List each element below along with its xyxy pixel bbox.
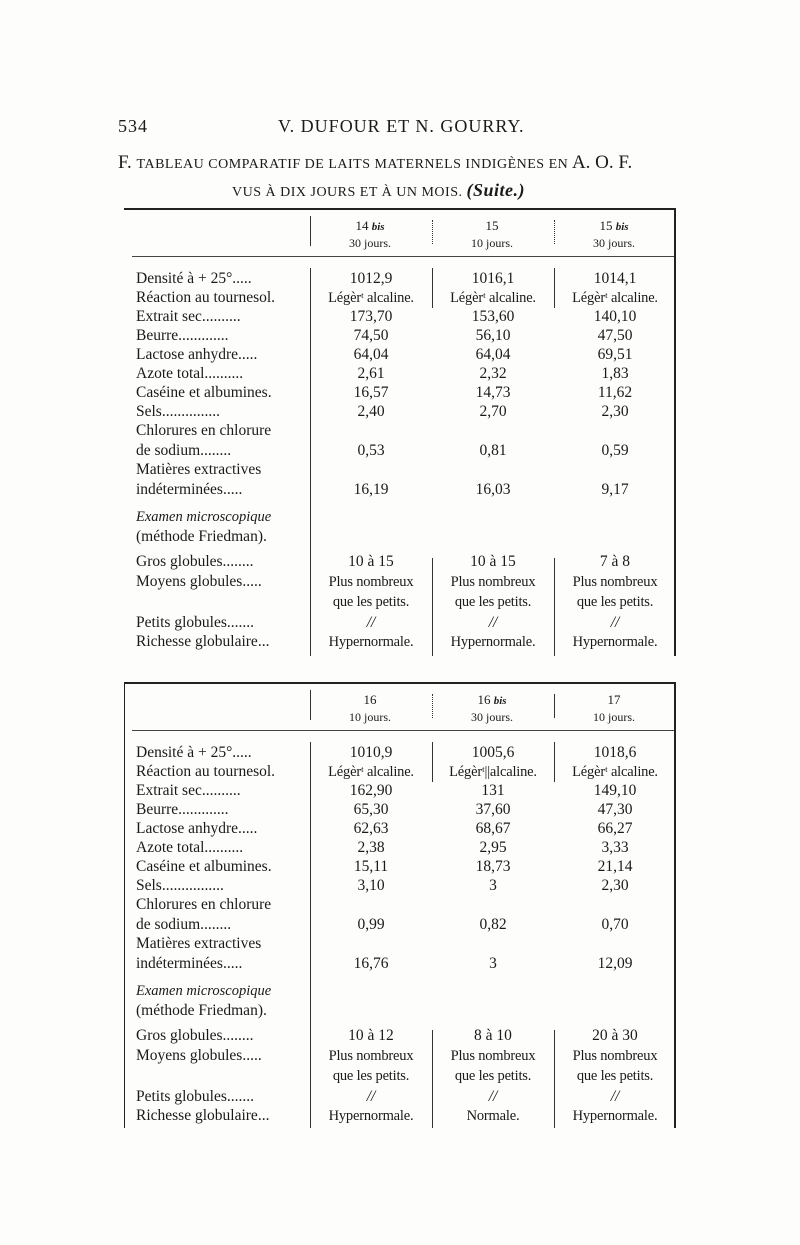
cell-value: Légèrᵗ alcaline. <box>328 764 414 780</box>
table-row <box>124 981 676 1001</box>
table-row <box>124 441 676 461</box>
title-line2: VUS À DIX JOURS ET À UN MOIS. <box>232 185 463 200</box>
row-label: (méthode Friedman). <box>136 1002 267 1019</box>
cell-value: 1018,6 <box>593 744 637 761</box>
table-row <box>124 895 676 915</box>
table-row <box>124 460 676 480</box>
row-label: Extrait sec.......... <box>136 782 241 799</box>
row-label: Richesse globulaire... <box>136 633 270 650</box>
column-header <box>432 692 552 725</box>
page-number: 534 <box>118 116 148 136</box>
cell-value: 0,81 <box>479 442 507 459</box>
cell-value: Plus nombreux <box>572 1048 658 1064</box>
title-line1: TABLEAU COMPARATIF DE LAITS MATERNELS INDIGÈNES EN <box>136 157 569 172</box>
cell-value: que les petits. <box>576 594 654 610</box>
table-row <box>124 345 676 365</box>
table-row <box>124 527 676 547</box>
title-place: A. O. F. <box>571 152 633 173</box>
cell-value: // <box>366 1088 376 1105</box>
cell-value: // <box>366 614 376 631</box>
row-label: Beurre............. <box>136 801 229 818</box>
table-row <box>124 507 676 527</box>
cell-value: 2,38 <box>357 839 385 856</box>
page-header <box>118 116 678 142</box>
cell-value: 68,67 <box>475 820 511 837</box>
table-row <box>124 288 676 308</box>
row-label: Examen microscopique <box>136 983 272 999</box>
cell-value: 10 à 15 <box>470 553 516 570</box>
row-label: Lactose anhydre..... <box>136 346 258 363</box>
cell-value: 69,51 <box>597 346 633 363</box>
column-age: 10 jours. <box>471 236 513 250</box>
row-label: Moyens globules..... <box>136 573 262 590</box>
cell-value: Plus nombreux <box>328 574 414 590</box>
column-header <box>310 692 430 725</box>
cell-value: 2,32 <box>479 365 507 382</box>
cell-value: // <box>488 1088 498 1105</box>
column-age: 30 jours. <box>593 236 635 250</box>
milk-table-2 <box>124 682 676 1128</box>
cell-value: 8 à 10 <box>474 1027 512 1044</box>
column-age: 30 jours. <box>349 236 391 250</box>
cell-value: 0,53 <box>357 442 385 459</box>
row-label: de sodium........ <box>136 916 232 933</box>
cell-value: 131 <box>481 782 505 799</box>
cell-value: Légèrᵗ||alcaline. <box>449 764 537 780</box>
cell-value: Hypernormale. <box>572 1108 658 1124</box>
row-label: Densité à + 25°..... <box>136 744 252 761</box>
column-age: 10 jours. <box>593 710 635 724</box>
table-title <box>118 152 688 180</box>
cell-value: Hypernormale. <box>328 1108 414 1124</box>
cell-value: 16,19 <box>353 481 389 498</box>
cell-value: Normale. <box>466 1108 520 1124</box>
cell-value: 0,82 <box>479 916 507 933</box>
table-row <box>124 800 676 820</box>
title-suite: (Suite.) <box>466 180 525 200</box>
table-row <box>124 552 676 572</box>
row-label: Réaction au tournesol. <box>136 289 276 306</box>
cell-value: 9,17 <box>601 481 629 498</box>
table-row <box>124 954 676 974</box>
row-label: (méthode Friedman). <box>136 528 267 545</box>
column-suffix: bis <box>615 221 629 233</box>
row-label: Chlorures en chlorure <box>136 896 272 913</box>
cell-value: 3 <box>489 877 497 894</box>
table-row <box>124 402 676 422</box>
row-label: Moyens globules..... <box>136 1047 262 1064</box>
cell-value: 56,10 <box>475 327 511 344</box>
table-row <box>124 269 676 289</box>
cell-value: Hypernormale. <box>572 634 658 650</box>
cell-value: 173,70 <box>349 308 393 325</box>
cell-value: 62,63 <box>353 820 389 837</box>
cell-value: Légèrᵗ alcaline. <box>450 290 536 306</box>
cell-value: 64,04 <box>475 346 511 363</box>
cell-value: 1014,1 <box>593 270 637 287</box>
cell-value: 20 à 30 <box>592 1027 638 1044</box>
table-row <box>124 743 676 763</box>
row-label: Beurre............. <box>136 327 229 344</box>
row-label: Richesse globulaire... <box>136 1107 270 1124</box>
table-row <box>124 383 676 403</box>
cell-value: 74,50 <box>353 327 389 344</box>
row-label: indéterminées..... <box>136 955 243 972</box>
row-label: Matières extractives <box>136 461 262 478</box>
cell-value: que les petits. <box>454 1068 532 1084</box>
column-number: 14 <box>355 218 369 233</box>
table-row <box>124 838 676 858</box>
cell-value: Légèrᵗ alcaline. <box>572 290 658 306</box>
cell-value: 65,30 <box>353 801 389 818</box>
cell-value: 64,04 <box>353 346 389 363</box>
cell-value: 18,73 <box>475 858 511 875</box>
cell-value: // <box>488 614 498 631</box>
row-label: Matières extractives <box>136 935 262 952</box>
cell-value: 1010,9 <box>349 744 393 761</box>
cell-value: 7 à 8 <box>599 553 631 570</box>
row-label: Lactose anhydre..... <box>136 820 258 837</box>
table-row <box>124 1026 676 1046</box>
column-number: 15 <box>485 218 499 233</box>
row-label: Petits globules....... <box>136 614 254 631</box>
column-header <box>554 692 674 725</box>
row-label: Azote total.......... <box>136 839 244 856</box>
cell-value: 3 <box>489 955 497 972</box>
table-row <box>124 876 676 896</box>
column-suffix: bis <box>493 695 507 707</box>
row-label: Gros globules........ <box>136 1027 254 1044</box>
cell-value: 1005,6 <box>471 744 515 761</box>
cell-value: Plus nombreux <box>450 1048 536 1064</box>
milk-table-1 <box>124 208 676 656</box>
cell-value: 66,27 <box>597 820 633 837</box>
cell-value: 10 à 15 <box>348 553 394 570</box>
cell-value: 1,83 <box>601 365 629 382</box>
table-row <box>124 915 676 935</box>
table-row <box>124 572 676 592</box>
cell-value: Plus nombreux <box>450 574 536 590</box>
cell-value: 3,10 <box>357 877 385 894</box>
cell-value: 37,60 <box>475 801 511 818</box>
cell-value: que les petits. <box>576 1068 654 1084</box>
cell-value: 0,99 <box>357 916 385 933</box>
cell-value: Légèrᵗ alcaline. <box>328 290 414 306</box>
column-number: 17 <box>607 692 621 707</box>
table-row <box>124 762 676 782</box>
cell-value: 10 à 12 <box>348 1027 394 1044</box>
column-age: 10 jours. <box>349 710 391 724</box>
cell-value: 3,33 <box>601 839 629 856</box>
cell-value: 2,30 <box>601 403 629 420</box>
column-suffix: bis <box>371 221 385 233</box>
row-label: Densité à + 25°..... <box>136 270 252 287</box>
cell-value: 14,73 <box>475 384 511 401</box>
table-row <box>124 934 676 954</box>
table-row <box>124 1046 676 1066</box>
cell-value: 2,70 <box>479 403 507 420</box>
table-row <box>124 819 676 839</box>
cell-value: 140,10 <box>593 308 637 325</box>
cell-value: 15,11 <box>353 858 389 875</box>
table-row <box>124 781 676 801</box>
cell-value: Hypernormale. <box>328 634 414 650</box>
cell-value: que les petits. <box>454 594 532 610</box>
cell-value: que les petits. <box>332 594 410 610</box>
cell-value: 21,14 <box>597 858 633 875</box>
cell-value: Légèrᵗ alcaline. <box>572 764 658 780</box>
cell-value: 16,76 <box>353 955 389 972</box>
row-label: Petits globules....... <box>136 1088 254 1105</box>
title-letter: F. <box>118 152 132 173</box>
table-row <box>124 592 676 612</box>
row-label: Azote total.......... <box>136 365 244 382</box>
row-label: Gros globules........ <box>136 553 254 570</box>
table-row <box>124 1087 676 1107</box>
row-label: de sodium........ <box>136 442 232 459</box>
cell-value: 153,60 <box>471 308 515 325</box>
cell-value: 1016,1 <box>471 270 515 287</box>
row-label: Examen microscopique <box>136 509 272 525</box>
cell-value: 1012,9 <box>349 270 393 287</box>
cell-value: 2,30 <box>601 877 629 894</box>
cell-value: 47,50 <box>597 327 633 344</box>
row-label: Sels................ <box>136 877 224 894</box>
row-label: indéterminées..... <box>136 481 243 498</box>
cell-value: 16,57 <box>353 384 389 401</box>
column-number: 16 <box>363 692 377 707</box>
table-row <box>124 632 676 652</box>
cell-value: 149,10 <box>593 782 637 799</box>
cell-value: Plus nombreux <box>328 1048 414 1064</box>
cell-value: 47,30 <box>597 801 633 818</box>
cell-value: Hypernormale. <box>450 634 536 650</box>
cell-value: Plus nombreux <box>572 574 658 590</box>
cell-value: 2,95 <box>479 839 507 856</box>
column-header <box>310 218 430 251</box>
column-number: 16 <box>477 692 491 707</box>
row-label: Extrait sec.......... <box>136 308 241 325</box>
cell-value: 2,61 <box>357 365 385 382</box>
table-row <box>124 613 676 633</box>
row-label: Caséine et albumines. <box>136 384 272 401</box>
cell-value: 12,09 <box>597 955 633 972</box>
cell-value: 16,03 <box>475 481 511 498</box>
cell-value: // <box>610 1088 620 1105</box>
cell-value: // <box>610 614 620 631</box>
cell-value: 11,62 <box>597 384 633 401</box>
row-label: Chlorures en chlorure <box>136 422 272 439</box>
row-label: Caséine et albumines. <box>136 858 272 875</box>
table-row <box>124 1001 676 1021</box>
table-row <box>124 421 676 441</box>
column-header <box>554 218 674 251</box>
table-row <box>124 307 676 327</box>
cell-value: 2,40 <box>357 403 385 420</box>
column-header <box>432 218 552 251</box>
column-number: 15 <box>599 218 613 233</box>
cell-value: 162,90 <box>349 782 393 799</box>
table-row <box>124 480 676 500</box>
column-age: 30 jours. <box>471 710 513 724</box>
table-subtitle <box>232 180 632 208</box>
row-label: Sels............... <box>136 403 220 420</box>
table-row <box>124 326 676 346</box>
table-row <box>124 1106 676 1126</box>
cell-value: que les petits. <box>332 1068 410 1084</box>
running-title: V. DUFOUR ET N. GOURRY. <box>278 116 525 136</box>
row-label: Réaction au tournesol. <box>136 763 276 780</box>
table-row <box>124 1066 676 1086</box>
table-row <box>124 857 676 877</box>
cell-value: 0,59 <box>601 442 629 459</box>
cell-value: 0,70 <box>601 916 629 933</box>
table-row <box>124 364 676 384</box>
